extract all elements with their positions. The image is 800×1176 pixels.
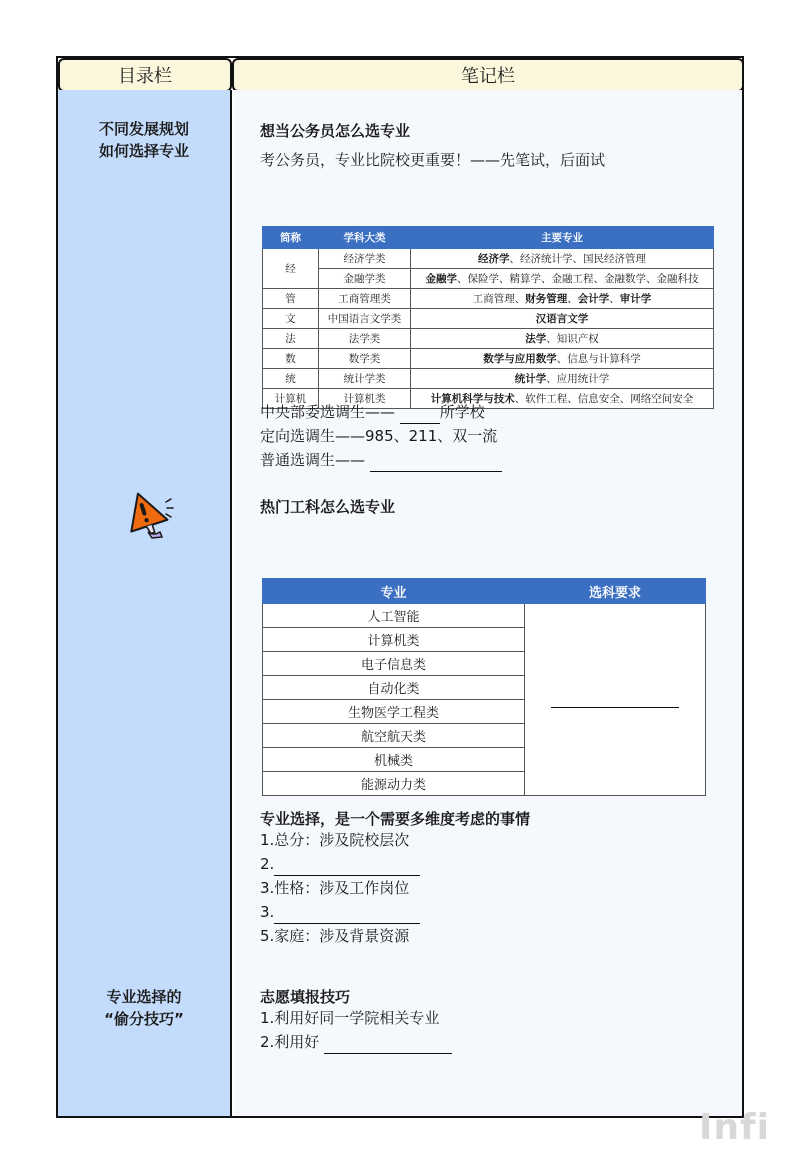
section-title-multidimensional: 专业选择，是一个需要多维度考虑的事情 (260, 810, 531, 828)
fill-blank (274, 907, 420, 924)
notes-area (234, 90, 742, 1116)
table-header-row (263, 227, 714, 249)
section-title-civil-servant: 想当公务员怎么选专业 (260, 122, 411, 140)
major-cell: 数学与应用数学、信息与计算科学 (411, 349, 714, 369)
alert-megaphone-icon (118, 488, 176, 540)
table-row (263, 269, 714, 289)
major-cell: 机械类 (263, 748, 525, 772)
major-cell: 自动化类 (263, 676, 525, 700)
list-item: 5.家庭：涉及背景资源 (260, 927, 410, 945)
toc-item-tips: 专业选择的 “偷分技巧” (104, 988, 184, 1028)
category-cell: 金融学类 (319, 269, 411, 289)
list-item: 1.总分：涉及院校层次 (260, 831, 410, 849)
category-cell: 经济学类 (319, 249, 411, 269)
table-row (263, 309, 714, 329)
directed-selection-line: 定向选调生——985、211、双一流 (260, 427, 498, 445)
table-row (263, 369, 714, 389)
list-item: 3. (260, 900, 420, 924)
major-cell: 航空航天类 (263, 724, 525, 748)
list-item: 2.利用好 (260, 1030, 452, 1054)
col-header: 专业 (263, 579, 525, 604)
toc-sidebar (58, 90, 232, 1116)
major-table (262, 226, 714, 409)
major-cell: 工商管理、财务管理、会计学、审计学 (411, 289, 714, 309)
engineering-table (262, 578, 706, 796)
table-header-row (263, 579, 706, 604)
fill-blank (324, 1037, 452, 1054)
major-cell: 能源动力类 (263, 772, 525, 796)
central-selection-line: 中央部委选调生—— 所学校 (260, 400, 485, 424)
major-cell: 计算机类 (263, 628, 525, 652)
list-item: 2. (260, 852, 420, 876)
subject-requirement-cell (525, 604, 706, 796)
major-cell: 汉语言文学 (411, 309, 714, 329)
table-row (263, 289, 714, 309)
toc-header: 目录栏 (58, 58, 232, 92)
major-cell: 法学、知识产权 (411, 329, 714, 349)
abbr-cell: 统 (263, 369, 319, 389)
category-cell: 中国语言文学类 (319, 309, 411, 329)
fill-blank (400, 407, 440, 424)
watermark-logo: Infi (698, 1107, 770, 1148)
list-item: 1.利用好同一学院相关专业 (260, 1009, 440, 1027)
fill-blank (274, 859, 420, 876)
category-cell: 工商管理类 (319, 289, 411, 309)
abbr-cell: 数 (263, 349, 319, 369)
table-row (263, 604, 706, 628)
fill-blank (370, 455, 502, 472)
category-cell: 数学类 (319, 349, 411, 369)
major-cell: 人工智能 (263, 604, 525, 628)
section-subtitle: 考公务员，专业比院校更重要！——先笔试，后面试 (260, 151, 606, 169)
abbr-cell: 法 (263, 329, 319, 349)
section-title-engineering: 热门工科怎么选专业 (260, 498, 396, 516)
toc-item-development: 不同发展规划 如何选择专业 (98, 120, 189, 160)
major-cell: 统计学、应用统计学 (411, 369, 714, 389)
fill-blank (551, 691, 679, 708)
abbr-cell: 管 (263, 289, 319, 309)
abbr-cell: 计算机 (263, 389, 319, 409)
category-cell: 统计学类 (319, 369, 411, 389)
section-title-application-tips: 志愿填报技巧 (260, 988, 351, 1006)
col-header: 简称 (263, 227, 319, 249)
col-header: 主要专业 (411, 227, 714, 249)
category-cell: 计算机类 (319, 389, 411, 409)
category-cell: 法学类 (319, 329, 411, 349)
abbr-cell: 文 (263, 309, 319, 329)
list-item: 3.性格：涉及工作岗位 (260, 879, 410, 897)
table-row (263, 329, 714, 349)
major-cell: 生物医学工程类 (263, 700, 525, 724)
notes-frame (56, 56, 744, 1118)
major-cell: 电子信息类 (263, 652, 525, 676)
major-cell: 金融学、保险学、精算学、金融工程、金融数学、金融科技 (411, 269, 714, 289)
table-row (263, 249, 714, 269)
major-cell: 经济学、经济统计学、国民经济管理 (411, 249, 714, 269)
col-header: 选科要求 (525, 579, 706, 604)
major-cell: 计算机科学与技术、软件工程、信息安全、网络空间安全 (411, 389, 714, 409)
notes-header: 笔记栏 (232, 58, 744, 92)
abbr-cell: 经 (263, 249, 319, 289)
general-selection-line: 普通选调生—— (260, 448, 502, 472)
table-row (263, 349, 714, 369)
col-header: 学科大类 (319, 227, 411, 249)
